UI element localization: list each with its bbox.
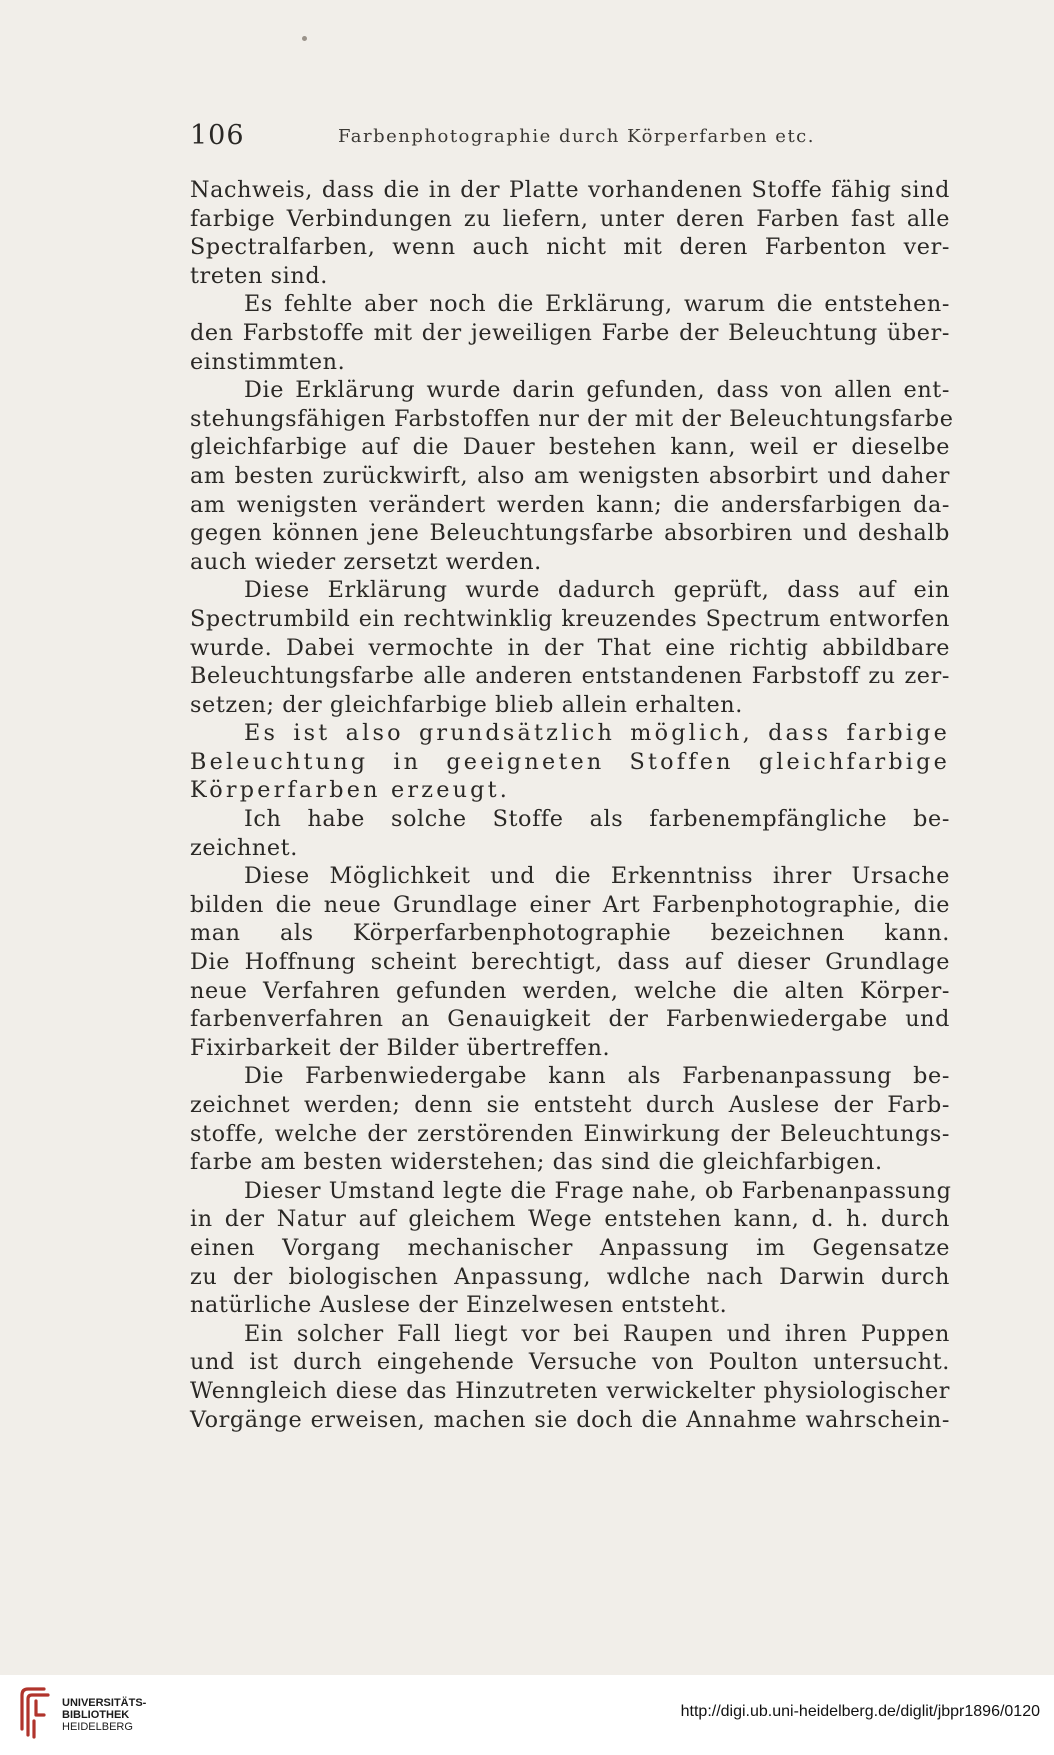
text-line: Spectrumbild ein rechtwinklig kreuzendes Spectrum entworfen	[190, 605, 950, 632]
text-line: man als Körperfarbenphotographie bezeichnen kann.	[190, 920, 950, 947]
text-line: Die Farbenwiedergabe kann als Farbenanpassung be-	[244, 1063, 950, 1090]
library-logo-icon	[14, 1685, 54, 1741]
text-line: natürliche Auslese der Einzelwesen entsteht.	[190, 1292, 728, 1319]
text-line: Beleuchtung in geeigneten Stoffen gleichfarbige	[190, 748, 950, 775]
text-line: zu der biologischen Anpassung, wdlche nach Darwin durch	[190, 1263, 950, 1290]
text-line: Spectralfarben, wenn auch nicht mit deren Farbenton ver-	[190, 234, 950, 261]
text-line: Vorgänge erweisen, machen sie doch die Annahme wahrschein-	[190, 1406, 950, 1433]
text-line: am wenigsten verändert werden kann; die andersfarbigen da-	[190, 491, 950, 518]
text-line: in der Natur auf gleichem Wege entstehen kann, d. h. durch	[190, 1206, 950, 1233]
library-name-line: BIBLIOTHEK	[62, 1709, 130, 1721]
text-line: Es ist also grundsätzlich möglich, dass farbige	[244, 720, 950, 747]
body-text	[190, 176, 954, 1434]
library-name-line: UNIVERSITÄTS-	[62, 1697, 147, 1709]
text-line: gegen können jene Beleuchtungsfarbe absorbiren und deshalb	[190, 520, 950, 547]
paper-speck	[302, 36, 307, 41]
text-line: am besten zurückwirft, also am wenigsten absorbirt und daher	[190, 462, 950, 489]
text-line: Ich habe solche Stoffe als farbenempfängliche be-	[244, 806, 950, 833]
text-line: zeichnet werden; denn sie entsteht durch Auslese der Farb-	[190, 1092, 950, 1118]
text-line: bilden die neue Grundlage einer Art Farbenphotographie, die	[190, 891, 950, 918]
text-line: und ist durch eingehende Versuche von Poulton untersucht.	[190, 1349, 950, 1376]
text-line: Diese Erklärung wurde dadurch geprüft, dass auf ein	[244, 577, 950, 604]
text-line: Beleuchtungsfarbe alle anderen entstandenen Farbstoff zu zer-	[190, 663, 950, 690]
text-line: Es fehlte aber noch die Erklärung, warum die entstehen-	[244, 291, 950, 318]
text-line: stoffe, welche der zerstörenden Einwirkung der Beleuchtungs-	[190, 1120, 950, 1147]
text-line: treten sind.	[190, 262, 328, 289]
text-line: farbenverfahren an Genauigkeit der Farbenwiedergabe und	[190, 1006, 950, 1033]
text-line: Wenngleich diese das Hinzutreten verwickelter physiologischer	[190, 1377, 950, 1404]
library-name	[62, 1697, 146, 1733]
text-line: einstimmten.	[190, 348, 346, 375]
page-number: 106	[190, 120, 245, 151]
text-line: Ein solcher Fall liegt vor bei Raupen und ihren Puppen	[244, 1320, 950, 1347]
page-header	[190, 120, 950, 154]
text-line: setzen; der gleichfarbige blieb allein erhalten.	[190, 691, 743, 718]
text-line: Nachweis, dass die in der Platte vorhandenen Stoffe fähig sind	[190, 177, 950, 203]
text-line: Dieser Umstand legte die Frage nahe, ob Farbenanpassung	[244, 1177, 952, 1204]
text-line: neue Verfahren gefunden werden, welche die alten Körper-	[190, 977, 950, 1004]
running-head: Farbenphotographie durch Körperfarben etc.	[338, 126, 815, 147]
digitization-footer	[0, 1675, 1054, 1755]
library-name-line: HEIDELBERG	[62, 1721, 133, 1733]
text-line: gleichfarbige auf die Dauer bestehen kann, weil er dieselbe	[190, 434, 950, 461]
text-line: wurde. Dabei vermochte in der That eine richtig abbildbare	[190, 634, 950, 661]
text-line: farbe am besten widerstehen; das sind die gleichfarbigen.	[190, 1149, 883, 1176]
text-line: einen Vorgang mechanischer Anpassung im Gegensatze	[190, 1234, 950, 1261]
text-line: Diese Möglichkeit und die Erkenntniss ihrer Ursache	[244, 863, 950, 890]
text-line: Die Hoffnung scheint berechtigt, dass auf dieser Grundlage	[190, 949, 950, 976]
text-line: farbige Verbindungen zu liefern, unter deren Farben fast alle	[190, 205, 950, 232]
text-line: den Farbstoffe mit der jeweiligen Farbe der Beleuchtung über-	[190, 319, 950, 346]
text-line: zeichnet.	[190, 834, 298, 861]
source-url[interactable]: http://digi.ub.uni-heidelberg.de/diglit/jbpr1896/0120	[680, 1703, 1040, 1720]
text-line: auch wieder zersetzt werden.	[190, 548, 542, 575]
text-line: Körperfarben erzeugt.	[190, 777, 511, 804]
text-line: Fixirbarkeit der Bilder übertreffen.	[190, 1034, 611, 1061]
text-line: Die Erklärung wurde darin gefunden, dass von allen ent-	[244, 377, 950, 404]
text-line: stehungsfähigen Farbstoffen nur der mit der Beleuchtungsfarbe	[190, 405, 954, 432]
